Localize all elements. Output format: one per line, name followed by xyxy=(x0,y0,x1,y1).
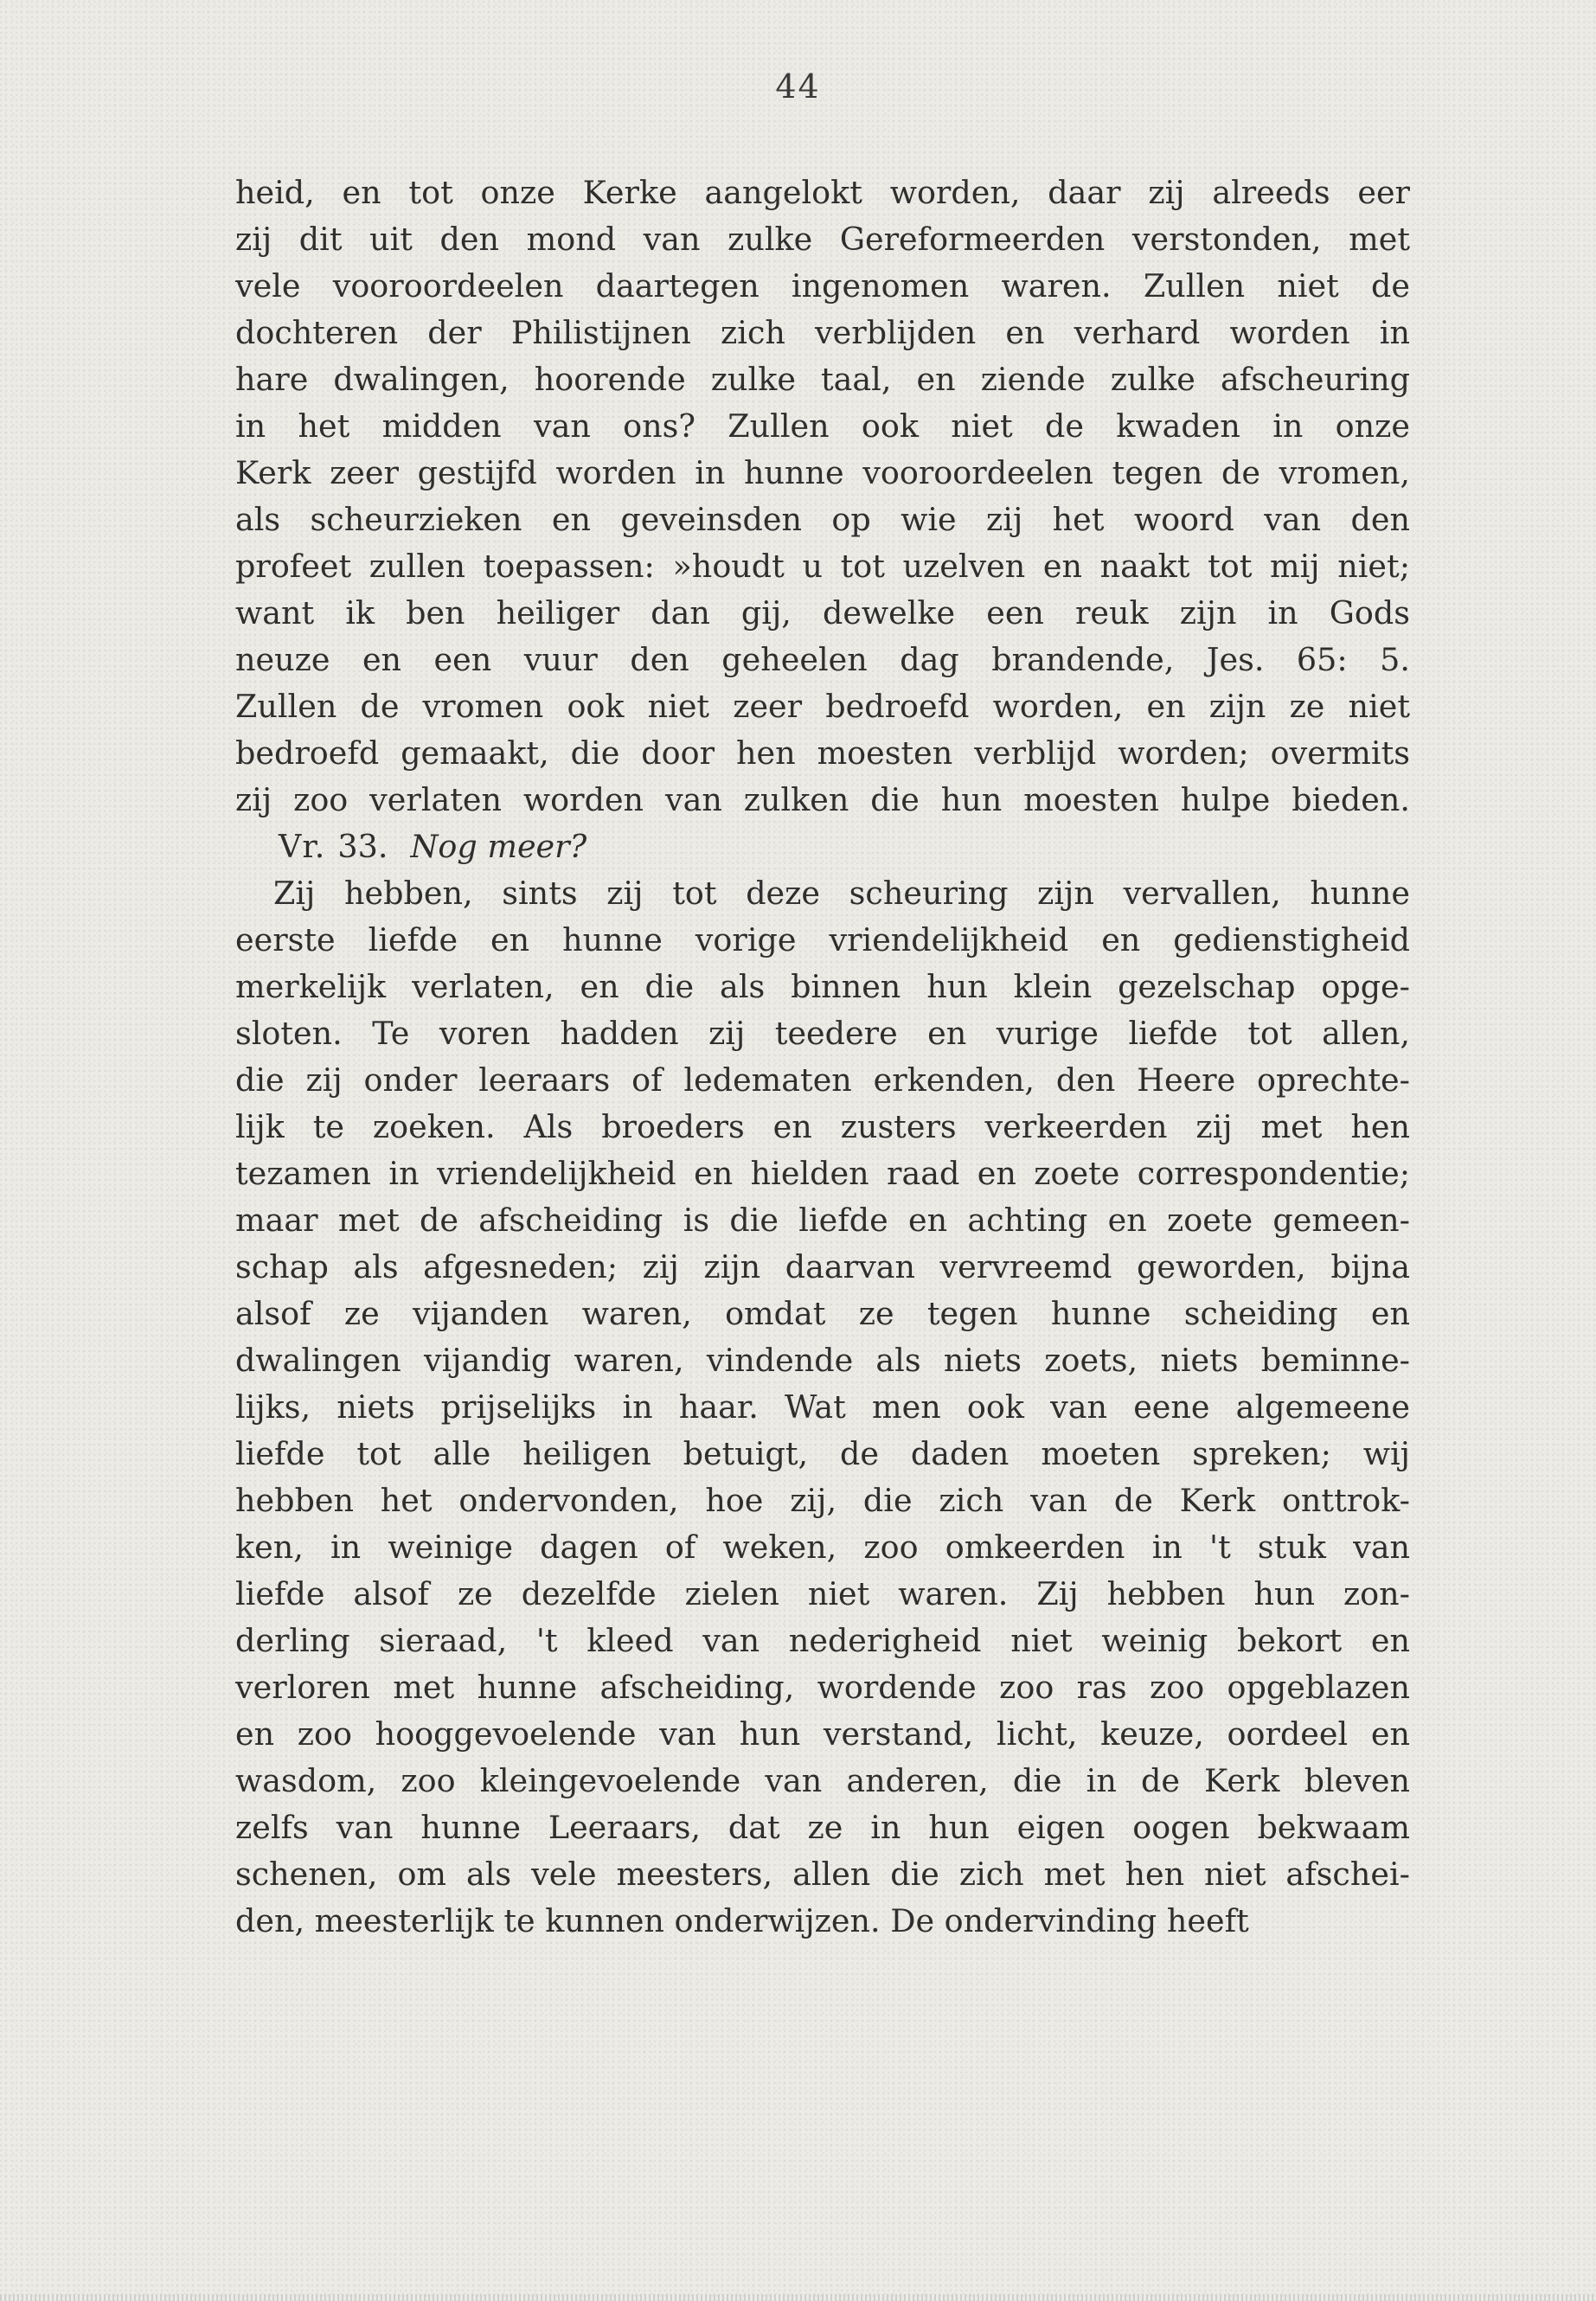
text-line: eerste liefde en hunne vorige vriendelijkheid en gedienstigheid xyxy=(235,921,1410,958)
text-line: hare dwalingen, hoorende zulke taal, en ziende zulke afscheuring xyxy=(235,361,1410,398)
text-line: heid, en tot onze Kerke aangelokt worden, daar zij alreeds eer xyxy=(235,174,1410,211)
text-line: lijk te zoeken. Als broeders en zusters verkeerden zij met hen xyxy=(235,1108,1410,1145)
text-line: tezamen in vriendelijkheid en hielden raad en zoete correspondentie; xyxy=(235,1155,1410,1192)
text-line: profeet zullen toepassen: »houdt u tot uzelven en naakt tot mij niet; xyxy=(235,548,1410,585)
text-line: alsof ze vijanden waren, omdat ze tegen hunne scheiding en xyxy=(235,1295,1410,1332)
text-line: vele vooroordeelen daartegen ingenomen waren. Zullen niet de xyxy=(235,267,1410,304)
text-line: ken, in weinige dagen of weken, zoo omkeerden in 't stuk van xyxy=(235,1529,1410,1566)
text-line: schap als afgesneden; zij zijn daarvan vervreemd geworden, bijna xyxy=(235,1248,1410,1285)
text-line: zij dit uit den mond van zulke Gereformeerden verstonden, met xyxy=(235,221,1410,258)
text-line: hebben het ondervonden, hoe zij, die zich van de Kerk onttrok- xyxy=(235,1482,1410,1519)
page-number: 44 xyxy=(775,67,821,106)
paragraph-continued xyxy=(235,170,1410,824)
text-line: als scheurzieken en geveinsden op wie zij het woord van den xyxy=(235,501,1410,538)
text-line: Zij hebben, sints zij tot deze scheuring zijn vervallen, hunne xyxy=(273,875,1410,912)
text-line: dwalingen vijandig waren, vindende als niets zoets, niets beminne- xyxy=(235,1342,1410,1379)
text-line: derling sieraad, 't kleed van nederigheid niet weinig bekort en xyxy=(235,1622,1410,1659)
text-line: sloten. Te voren hadden zij teedere en vurige liefde tot allen, xyxy=(235,1015,1410,1052)
text-line: maar met de afscheiding is die liefde en achting en zoete gemeen- xyxy=(235,1202,1410,1239)
text-line: zij zoo verlaten worden van zulken die hun moesten hulpe bieden. xyxy=(235,781,1410,818)
question-label: Vr. xyxy=(279,828,326,865)
question-number: 33. xyxy=(337,828,388,865)
text-line: Zullen de vromen ook niet zeer bedroefd worden, en zijn ze niet xyxy=(235,688,1410,725)
text-line: wasdom, zoo kleingevoelende van anderen, die in de Kerk bleven xyxy=(235,1762,1410,1799)
text-line: die zij onder leeraars of ledematen erkenden, den Heere oprechte- xyxy=(235,1061,1410,1099)
text-line: neuze en een vuur den geheelen dag brandende, Jes. 65: 5. xyxy=(235,641,1410,678)
text-line: bedroefd gemaakt, die door hen moesten verblijd worden; overmits xyxy=(235,734,1410,772)
text-line: want ik ben heiliger dan gij, dewelke een reuk zijn in Gods xyxy=(235,594,1410,631)
text-line: in het midden van ons? Zullen ook niet de kwaden in onze xyxy=(235,407,1410,445)
question-heading xyxy=(235,824,1410,870)
text-line: zelfs van hunne Leeraars, dat ze in hun eigen oogen bekwaam xyxy=(235,1809,1410,1846)
text-line: liefde tot alle heiligen betuigt, de daden moeten spreken; wij xyxy=(235,1435,1410,1472)
text-line: en zoo hooggevoelende van hun verstand, licht, keuze, oordeel en xyxy=(235,1715,1410,1753)
text-line: merkelijk verlaten, en die als binnen hun klein gezelschap opge- xyxy=(235,968,1410,1005)
text-line: Kerk zeer gestijfd worden in hunne vooroordeelen tegen de vromen, xyxy=(235,454,1410,491)
text-line: verloren met hunne afscheiding, wordende zoo ras zoo opgeblazen xyxy=(235,1669,1410,1706)
body-text xyxy=(235,170,1410,1945)
text-line: lijks, niets prijselijks in haar. Wat men ook van eene algemeene xyxy=(235,1388,1410,1426)
question-text: Nog meer? xyxy=(410,828,587,865)
text-line: den, meesterlijk te kunnen onderwijzen. De ondervinding heeft xyxy=(235,1902,1249,1939)
text-line: schenen, om als vele meesters, allen die zich met hen niet afschei- xyxy=(235,1856,1410,1893)
text-line: liefde alsof ze dezelfde zielen niet waren. Zij hebben hun zon- xyxy=(235,1575,1410,1612)
text-line: dochteren der Philistijnen zich verblijden en verhard worden in xyxy=(235,314,1410,351)
paragraph-answer xyxy=(235,870,1410,1945)
